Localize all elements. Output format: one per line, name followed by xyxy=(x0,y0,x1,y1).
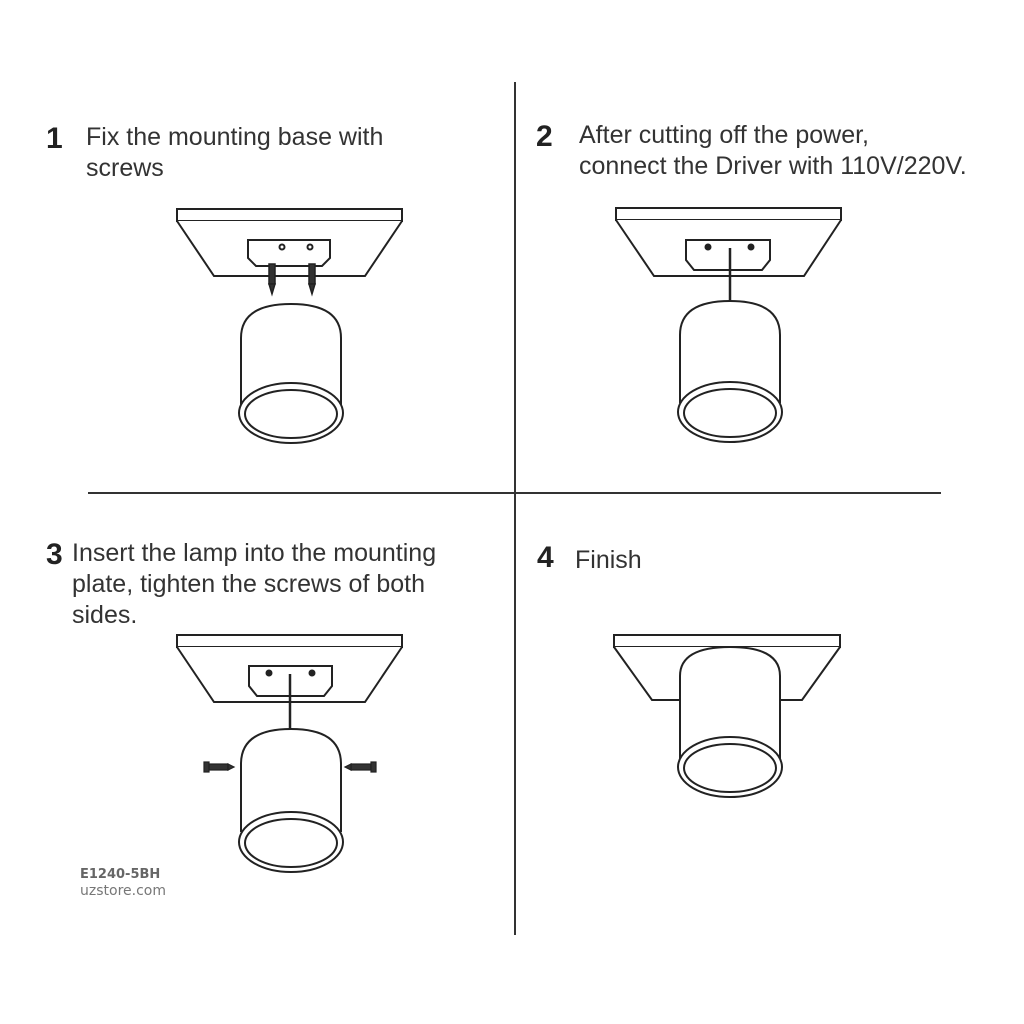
horizontal-divider xyxy=(88,492,941,494)
screw-icon xyxy=(204,762,234,772)
screw-icon xyxy=(269,264,275,294)
ceiling-plate-front xyxy=(616,208,841,220)
step-4-illustration xyxy=(606,626,846,876)
mounting-bracket xyxy=(248,240,330,266)
watermark xyxy=(80,866,166,900)
step-1-number: 1 xyxy=(46,122,63,155)
store-site: uzstore.com xyxy=(80,883,166,899)
ceiling-plate-front xyxy=(177,635,402,647)
step-3-illustration xyxy=(170,626,410,876)
lamp-cylinder xyxy=(678,301,782,442)
step-4-number: 4 xyxy=(537,541,554,574)
bracket-hole xyxy=(267,671,272,676)
bracket-hole xyxy=(310,671,315,676)
step-3-text: Insert the lamp into the mounting plate, tighten the screws of both sides. xyxy=(72,539,437,629)
vertical-divider xyxy=(514,82,516,935)
step-2-illustration xyxy=(608,200,848,450)
screw-icon xyxy=(309,264,315,294)
step-1-illustration xyxy=(170,200,410,450)
lamp-cylinder xyxy=(678,647,782,797)
ceiling-plate-front xyxy=(177,209,402,221)
lamp-cylinder xyxy=(239,729,343,872)
ceiling-plate-front xyxy=(614,635,840,647)
screw-icon xyxy=(345,762,376,772)
mounting-bracket xyxy=(686,240,770,270)
lamp-cylinder xyxy=(239,304,343,443)
bracket-hole xyxy=(749,245,754,250)
product-code: E1240-5BH xyxy=(80,867,161,882)
step-1-text: Fix the mounting base with screws xyxy=(86,123,384,182)
bracket-hole xyxy=(706,245,711,250)
step-3-number: 3 xyxy=(46,538,63,571)
step-4-text: Finish xyxy=(575,546,642,574)
step-2-text: After cutting off the power, connect the Driver with 110V/220V. xyxy=(579,121,967,180)
step-2-number: 2 xyxy=(536,120,553,153)
